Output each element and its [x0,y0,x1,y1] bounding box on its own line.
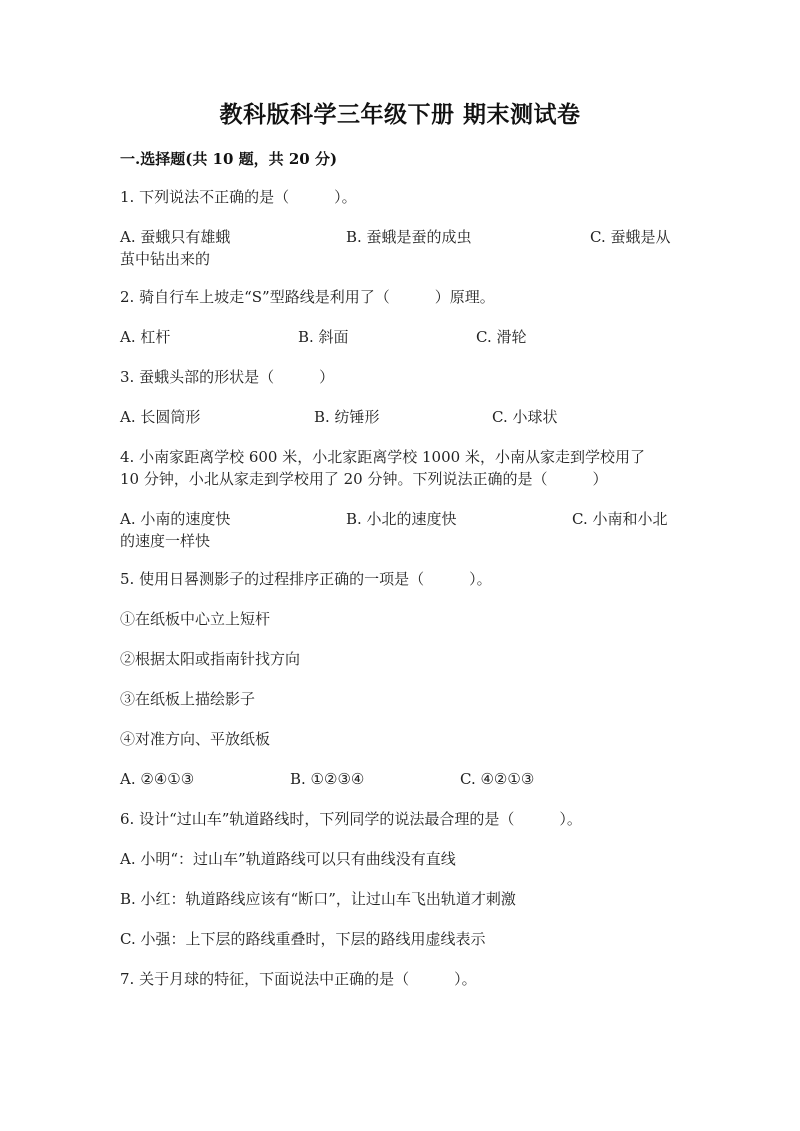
question-1-option-c: C. 蚕蛾是从 [590,228,671,246]
question-4-option-c-continued: 的速度一样快 [120,532,211,550]
question-1-option-a: A. 蚕蛾只有雄蛾 [120,228,231,246]
question-1-stem: 1. 下列说法不正确的是（ ）。 [120,188,357,206]
question-5-step-2: ②根据太阳或指南针找方向 [120,650,301,668]
question-5-step-1: ①在纸板中心立上短杆 [120,610,271,628]
question-6-option-b: B. 小红：轨道路线应该有“断口”，让过山车飞出轨道才刺激 [120,890,516,908]
question-4-stem-line-1: 4. 小南家距离学校 600 米，小北家距离学校 1000 米，小南从家走到学校用了 [120,448,645,466]
question-2-option-a: A. 杠杆 [120,328,171,346]
question-2-option-c: C. 滑轮 [476,328,527,346]
question-6-stem: 6. 设计“过山车”轨道路线时，下列同学的说法最合理的是（ ）。 [120,810,582,828]
question-5-option-a: A. ②④①③ [120,770,195,788]
question-3-stem: 3. 蚕蛾头部的形状是（ ） [120,368,335,386]
question-5-option-c: C. ④②①③ [460,770,535,788]
question-6-option-c: C. 小强：上下层的路线重叠时，下层的路线用虚线表示 [120,930,486,948]
question-7-stem: 7. 关于月球的特征，下面说法中正确的是（ ）。 [120,970,477,988]
question-4-option-a: A. 小南的速度快 [120,510,231,528]
question-6-option-a: A. 小明“：过山车”轨道路线可以只有曲线没有直线 [120,850,456,868]
question-1-option-b: B. 蚕蛾是蚕的成虫 [346,228,472,246]
question-4-stem-line-2: 10 分钟，小北从家走到学校用了 20 分钟。下列说法正确的是（ ） [120,470,608,488]
question-3-option-c: C. 小球状 [492,408,558,426]
question-1-option-c-continued: 茧中钻出来的 [120,250,211,268]
question-2-stem: 2. 骑自行车上坡走“S”型路线是利用了（ ）原理。 [120,288,495,306]
question-4-option-b: B. 小北的速度快 [346,510,457,528]
question-3-option-b: B. 纺锤形 [314,408,380,426]
question-4-option-c: C. 小南和小北 [572,510,668,528]
question-2-option-b: B. 斜面 [298,328,349,346]
page-title: 教科版科学三年级下册 期末测试卷 [219,101,581,128]
question-5-option-b: B. ①②③④ [290,770,365,788]
question-5-stem: 5. 使用日晷测影子的过程排序正确的一项是（ ）。 [120,570,492,588]
question-5-step-3: ③在纸板上描绘影子 [120,690,256,708]
question-3-option-a: A. 长圆筒形 [120,408,201,426]
question-5-step-4: ④对准方向、平放纸板 [120,730,271,748]
section-heading: 一.选择题(共 10 题，共 20 分) [120,150,338,168]
